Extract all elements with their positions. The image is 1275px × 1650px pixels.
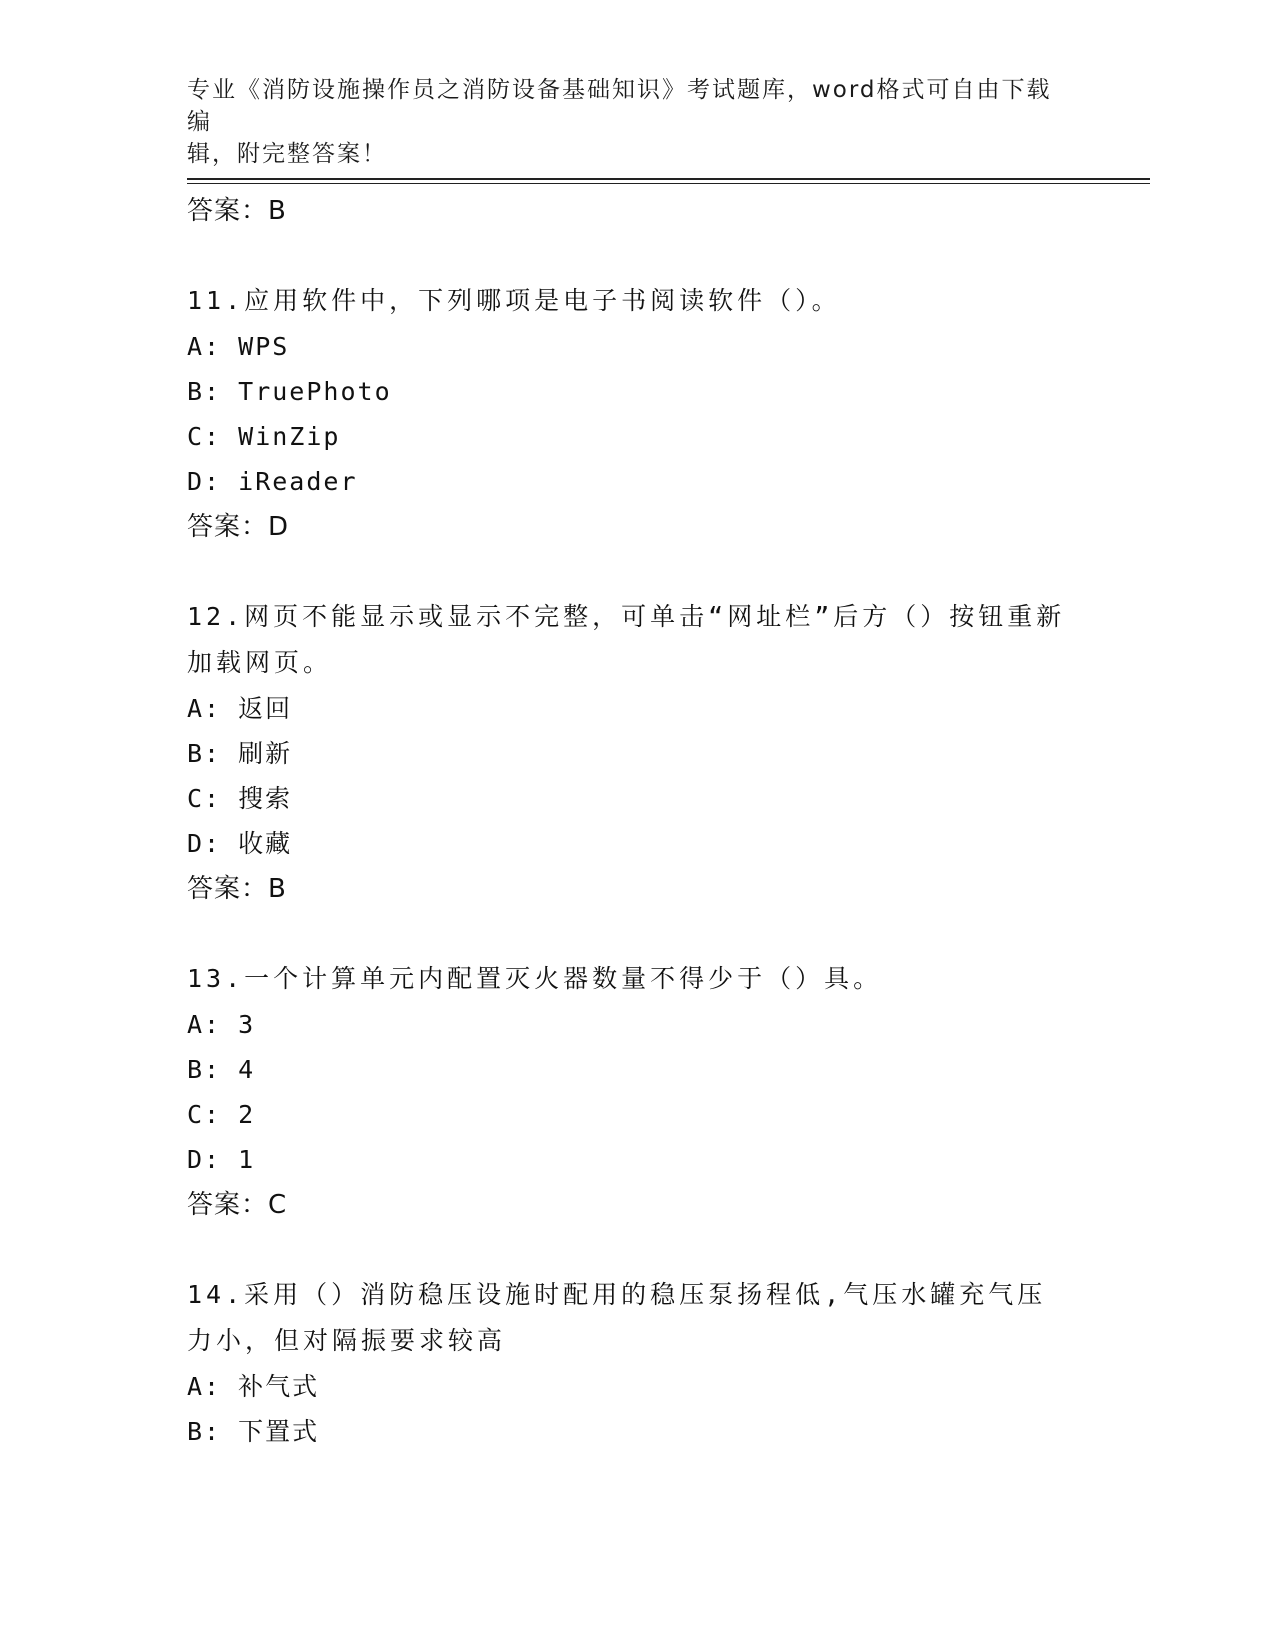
question-block <box>187 956 1087 1228</box>
option-b: B: TruePhoto <box>187 377 392 406</box>
option-a: A: WPS <box>187 332 290 361</box>
question-list <box>187 188 1087 1454</box>
spacer <box>187 234 1087 278</box>
question-answer: 答案：C <box>187 1190 288 1220</box>
spacer <box>187 550 1087 594</box>
spacer <box>187 1228 1087 1272</box>
document-header <box>187 74 1057 170</box>
header-line-2: 辑，附完整答案！ <box>187 141 387 167</box>
option-a: A: 3 <box>187 1010 256 1039</box>
option-b: B: 刷新 <box>187 739 293 768</box>
option-c: C: 2 <box>187 1100 256 1129</box>
question-block <box>187 1272 1087 1454</box>
question-stem: 11.应用软件中，下列哪项是电子书阅读软件（）。 <box>187 286 841 315</box>
option-b: B: 下置式 <box>187 1417 320 1446</box>
question-answer: 答案：B <box>187 874 287 904</box>
option-a: A: 补气式 <box>187 1372 320 1401</box>
option-d: D: 收藏 <box>187 829 293 858</box>
option-d: D: 1 <box>187 1145 256 1174</box>
option-c: C: 搜索 <box>187 784 293 813</box>
option-c: C: WinZip <box>187 422 341 451</box>
header-divider-thin <box>187 183 1150 184</box>
previous-question-answer: 答案：B <box>187 196 287 226</box>
header-divider-thick <box>187 178 1150 180</box>
question-block <box>187 278 1087 550</box>
question-answer: 答案：D <box>187 512 290 542</box>
header-line-1: 专业《消防设施操作员之消防设备基础知识》考试题库，word格式可自由下载编 <box>187 77 1052 135</box>
option-a: A: 返回 <box>187 694 293 723</box>
option-b: B: 4 <box>187 1055 256 1084</box>
question-stem: 14.采用（）消防稳压设施时配用的稳压泵扬程低,气压水罐充气压力小，但对隔振要求较高 <box>187 1280 1047 1355</box>
spacer <box>187 912 1087 956</box>
question-stem: 13.一个计算单元内配置灭火器数量不得少于（）具。 <box>187 964 883 993</box>
option-d: D: iReader <box>187 467 358 496</box>
question-stem: 12.网页不能显示或显示不完整，可单击“网址栏”后方（）按钮重新加载网页。 <box>187 602 1066 677</box>
question-block <box>187 594 1087 912</box>
